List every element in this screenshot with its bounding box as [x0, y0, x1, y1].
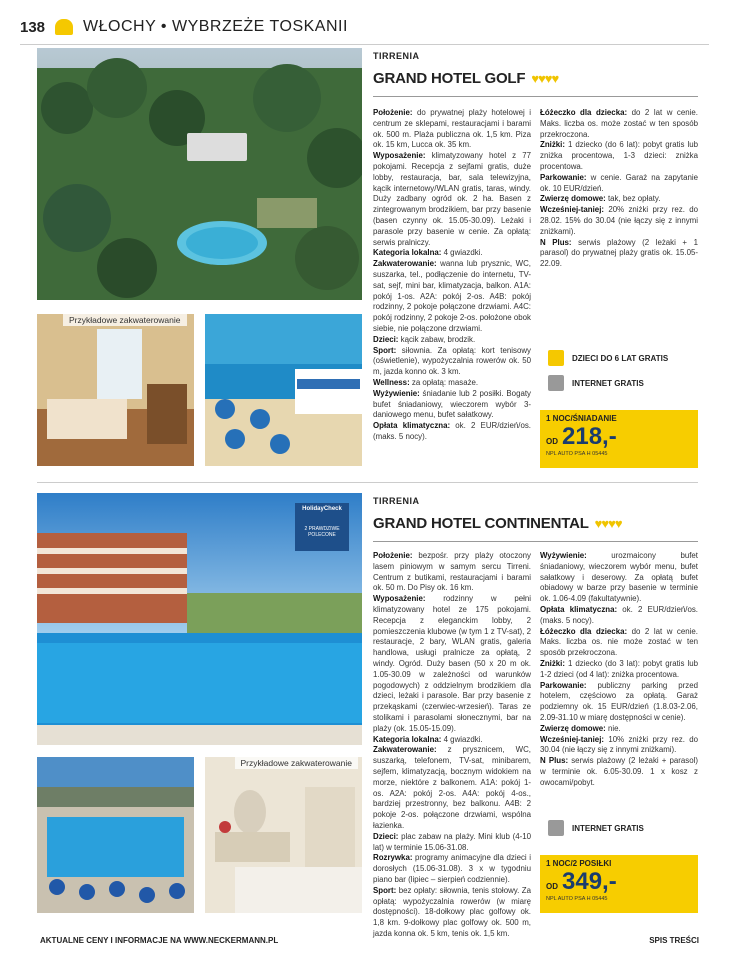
- hotel2-col2-paragraph: [540, 627, 698, 659]
- hotel2-price-amount: 349,-: [562, 868, 617, 895]
- hotel2-col1-label: Dzieci:: [373, 831, 399, 841]
- hotel2-col1-text: bez opłaty: siłownia, tenis stołowy. Za opłatą: wypożyczalnia rowerów (w miarę dostępności). 18-dołkowy plac golfowy ok. 1,8 km. 9-dołkowy plac golfowy ok. 500 m, jazda konna ok. 5 km, tenis ok. 1,5 km.: [373, 885, 531, 938]
- hotel1-col2-label: N Plus:: [540, 237, 572, 247]
- hotel1-col1-paragraph: [373, 151, 531, 248]
- hotel1-col1-label: Sport:: [373, 345, 397, 355]
- hotel2-badge-internet: [548, 820, 644, 836]
- hotel1-col1-paragraph: [373, 108, 531, 151]
- hotel1-badge-internet-label: INTERNET GRATIS: [572, 378, 644, 388]
- hotel2-col2-paragraph: [540, 756, 698, 788]
- page-header: [20, 14, 348, 40]
- hotel2-col2-label: Wyżywienie:: [540, 551, 587, 560]
- hotel1-beach-photo: [205, 314, 362, 466]
- hotel2-col2-label: Opłata klimatyczna:: [540, 604, 618, 614]
- hotel1-col2-paragraph: [540, 140, 698, 172]
- hotel1-col2-paragraph: [540, 108, 698, 140]
- hotel1-price-amount: 218,-: [562, 423, 617, 450]
- footer-toc-link[interactable]: SPIS TREŚCI: [649, 936, 699, 945]
- hotel2-col1-text: z prysznicem, WC, suszarką, telefonem, TV-sat, minibarem, sejfem, klimatyzacją, bocznym widokiem na morze, niektóre z balkonem. A1A: pokój 1-os. A2A: pokój 2-os. A4A: pokój 4-os., bardziej przestronny, bez balkonu. A4B: 2 pokoje 2-os. połączone drzwiami, wspólna łazienka.: [373, 745, 531, 830]
- hotel2-col2-text: publiczny parking przed hotelem, częściowo za opłatą. Garaż podziemny ok. 15 EUR/dzień (1.8.03-2.06, 2.09-31.10 w miarę dostępności w cenie).: [540, 680, 698, 722]
- hotel1-col1-text: do prywatnej plaży hotelowej i centrum ze sklepami, restauracjami i barami ok. 500 m. Plaża publiczna ok. 1,5 km. Piza ok. 15 km, Lucca ok. 35 km.: [373, 108, 531, 150]
- hotel2-col1-label: Zakwaterowanie:: [373, 745, 437, 755]
- hotel2-col1-label: Kategoria lokalna:: [373, 734, 442, 744]
- hotel2-col2-text: nie.: [605, 723, 621, 733]
- page-footer: [40, 936, 699, 945]
- hotel1-col1-text: siłownia. Za opłatą: kort tenisowy (oświetlenie), wypożyczalnia rowerów ok. 50 m, jazda konno ok. 3 km.: [373, 345, 531, 377]
- hotel1-main-photo: [37, 48, 362, 300]
- internet-icon: [548, 375, 564, 391]
- hotel1-col2-label: Zniżki:: [540, 140, 565, 150]
- hotel1-divider: [373, 96, 698, 97]
- hotel2-col1-text: 4 gwiazdki.: [441, 734, 483, 744]
- hotel2-col2-paragraph: [540, 659, 698, 681]
- hotel1-price-note: NPL AUTO PSA H 05445: [546, 451, 608, 457]
- hotel2-col2-paragraph: [540, 681, 698, 724]
- hotel2-room-photo: [205, 757, 362, 913]
- hotel1-col2-text: 20% zniżki przy rez. do 28.02. 15% do 30.04 (nie łączy się z innymi zniżkami).: [540, 205, 698, 236]
- hotel1-col1-text: za opłatą: masaże.: [409, 377, 479, 387]
- hotel2-col1-label: Sport:: [373, 885, 397, 895]
- hotel1-col1-text: śniadanie lub 2 posiłki. Bogaty bufet śniadaniowy, wieczorem wybór 3-daniowego menu, bufet sałatkowy.: [373, 388, 531, 420]
- hotel2-col2-label: Łóżeczko dla dziecka:: [540, 626, 628, 636]
- hotel1-col2-text: w cenie. Garaż na zapytanie ok. 10 EUR/dzień.: [540, 172, 698, 193]
- hotel1-badge-kids-label: DZIECI DO 6 LAT GRATIS: [572, 353, 669, 363]
- hotel2-col2-paragraph: [540, 735, 698, 757]
- hotel1-col1-label: Kategoria lokalna:: [373, 248, 442, 258]
- hotel2-name-text: GRAND HOTEL CONTINENTAL: [373, 515, 589, 532]
- hotel2-col2-text: 10% zniżki przy rez. do 30.04 (nie łączy się z innymi zniżkami).: [540, 734, 698, 755]
- hotel2-col2-paragraph: [540, 605, 698, 627]
- hotel2-col1-paragraph: [373, 853, 531, 885]
- hotel1-badge-internet: [548, 375, 644, 391]
- hotel1-col2-label: Parkowanie:: [540, 172, 587, 182]
- hotel1-col1-text: klimatyzowany hotel z 77 pokojami. Recepcja z sejfami gratis, duże lobby, restauracja, bar, sala telewizyjna, kącik internetowy/WLAN gratis, taras, windy. Duży zadbany ogród ok. 2 ha. Basen z zintegrowanym brodzikiem, bar przy basenie (basen czynny ok. 15.05-30.09). Leżaki i parasole przy basenie w cenie. Za opłatą: serwis pralniczy.: [373, 151, 531, 247]
- hotel2-col1-text: bezpośr. przy plaży otoczony lasem piniowym w samym sercu Tirreni. Centrum z butikami, restauracjami i barami ok. 50 m. Do Pisy ok. 16 km.: [373, 551, 531, 593]
- section-divider: [37, 482, 698, 483]
- hotel2-price-title: 1 NOC/2 POSIŁKI: [546, 859, 612, 868]
- hotel1-col2-paragraph: [540, 238, 698, 270]
- hotel2-col2-label: Zniżki:: [540, 658, 565, 668]
- hotel2-photo-caption: Przykładowe zakwaterowanie: [235, 757, 359, 769]
- hotel1-col1-label: Zakwaterowanie:: [373, 259, 437, 269]
- hotel2-description-col2: [540, 551, 698, 789]
- hotel2-region: TIRRENIA: [373, 496, 420, 506]
- holidaycheck-subtitle: 2 PRAWDZIWE POLECONE: [304, 526, 340, 538]
- hotel2-col2-paragraph: [540, 551, 698, 605]
- hotel2-rating-hearts-icon: ♥♥♥♥: [594, 516, 622, 531]
- hotel2-col2-text: serwis plażowy (2 leżaki + parasol) w terminie ok. 6.05-30.09. 1 x kosz z owocami/pobyt.: [540, 756, 698, 787]
- hotel1-col1-label: Dzieci:: [373, 334, 399, 344]
- hotel2-col1-paragraph: [373, 886, 531, 940]
- hotel2-col1-text: rodzinny w pełni klimatyzowany hotel ze 175 pokojami. Recepcja z eleganckim lobby, 2 pomieszczenia klubowe (w tym 1 z TV-sat), 2 restauracje, 2 bary, WLAN gratis, galeria handlowa, usługi pralnicze za opłatą, 2 windy. Ogród. Duży basen (50 x 20 m ok. 1.05-30.09 w zależności od warunków pogodowych) z oddzielnym brodzikiem dla dzieci, leżaki i parasole. Bar przy basenie z przekąskami (czerwiec-wrzesień). Taras ze stolikami i parasolami słonecznymi, bar na plaży (ok. 15.05-15.09).: [373, 594, 531, 733]
- hotel2-name: [373, 515, 622, 532]
- hotel1-name-text: GRAND HOTEL GOLF: [373, 70, 526, 87]
- hotel1-price-title: 1 NOC/ŚNIADANIE: [546, 414, 617, 423]
- hotel2-col1-paragraph: [373, 551, 531, 594]
- hotel1-col1-label: Opłata klimatyczna:: [373, 421, 451, 431]
- hotel2-col1-paragraph: [373, 832, 531, 854]
- hotel2-col2-text: do 2 lat w cenie. Maks. liczba os. nie może zostać w ten sposób przekroczona.: [540, 626, 698, 658]
- hotel1-col2-paragraph: [540, 205, 698, 237]
- hotel2-col1-paragraph: [373, 745, 531, 831]
- hotel2-price-note: NPL AUTO PSA H 05445: [546, 896, 608, 902]
- hotel1-col1-paragraph: [373, 421, 531, 443]
- hotel1-region: TIRRENIA: [373, 51, 420, 61]
- hotel2-col2-text: 1 dziecko (do 3 lat): pobyt gratis lub 1-2 dzieci (od 4 lat): zniżka procentowa.: [540, 658, 698, 679]
- hotel2-col1-paragraph: [373, 594, 531, 734]
- hotel2-col1-label: Rozrywka:: [373, 853, 413, 863]
- footer-website-link[interactable]: AKTUALNE CENY I INFORMACJE NA WWW.NECKERMANN.PL: [40, 936, 279, 945]
- hotel2-col1-label: Położenie:: [373, 551, 413, 560]
- hotel1-col1-text: wanna lub prysznic, WC, suszarka, tel., podłączenie do internetu, TV-sat, sejf, mini bar, klimatyzacja, balkon. A1A: pokój 1-os. A2A: pokój 2-os. A4B: pokój rodzinny, 2 pokoje połączone drzwiami. A4C: pokój rodzinny, 2 pokoje 2-os. położone obok siebie, nie połączone drzwiami.: [373, 259, 531, 333]
- internet-icon: [548, 820, 564, 836]
- hotel1-col1-text: ok. 2 EUR/dzień/os. (maks. 5 nocy).: [373, 421, 531, 441]
- hotel2-col1-paragraph: [373, 735, 531, 746]
- hotel1-col1-paragraph: [373, 346, 531, 378]
- hotel1-col1-label: Wellness:: [373, 377, 410, 387]
- holidaycheck-badge: [295, 503, 349, 551]
- hotel1-name: [373, 70, 558, 87]
- hotel1-col2-label: Łóżeczko dla dziecka:: [540, 108, 628, 117]
- hotel1-price-box[interactable]: [540, 410, 698, 468]
- hotel1-col1-paragraph: [373, 378, 531, 389]
- hotel1-col1-text: 4 gwiazdki.: [441, 248, 483, 258]
- hotel1-col2-label: Wcześniej-taniej:: [540, 205, 605, 215]
- hotel1-col2-text: serwis plażowy (2 leżaki + 1 parasol) do prywatnej plaży gratis ok. 15.05-22.09.: [540, 237, 698, 269]
- hotel2-divider: [373, 541, 698, 542]
- hotel1-col2-paragraph: [540, 194, 698, 205]
- hotel2-price-od: OD: [546, 882, 558, 891]
- hotel1-col1-paragraph: [373, 259, 531, 335]
- page-title: WŁOCHY • WYBRZEŻE TOSKANII: [83, 18, 348, 35]
- hotel2-col1-text: plac zabaw na plaży. Mini klub (4-10 lat) w terminie 15.06-31.08.: [373, 831, 531, 852]
- hotel1-col1-label: Wyposażenie:: [373, 151, 426, 161]
- hotel2-col2-text: urozmaicony bufet śniadaniowy, wieczorem wybór menu, bufet sałatkowy i deserowy. Za opłatą bufet obiadowy w barze przy basenie w terminie ok. 1.06-4.09 (fakultatywnie).: [540, 551, 698, 604]
- hotel2-col2-label: Zwierzę domowe:: [540, 723, 606, 733]
- hotel2-description-col1: [373, 551, 531, 940]
- hotel1-description-col2: [540, 108, 698, 270]
- hotel1-col2-text: do 2 lat w cenie. Maks. liczba os. może zostać w ten sposób przekroczona.: [540, 108, 698, 139]
- hotel1-col2-label: Zwierzę domowe:: [540, 194, 606, 204]
- hotel1-badge-kids: [548, 350, 668, 366]
- hotel2-pool-photo: [37, 757, 194, 913]
- hotel2-col2-label: Parkowanie:: [540, 680, 587, 690]
- header-divider: [20, 44, 709, 45]
- hotel1-col2-text: tak, bez opłaty.: [605, 194, 661, 204]
- hotel2-col2-label: Wcześniej-taniej:: [540, 734, 605, 744]
- hotel2-col2-label: N Plus:: [540, 756, 569, 766]
- hotel1-col1-paragraph: [373, 248, 531, 259]
- hotel1-col1-paragraph: [373, 389, 531, 421]
- hotel2-badge-internet-label: INTERNET GRATIS: [572, 823, 644, 833]
- hotel2-price-box[interactable]: [540, 855, 698, 913]
- hotel1-photo-caption: Przykładowe zakwaterowanie: [63, 314, 187, 326]
- hotel2-main-photo: [37, 493, 362, 745]
- hotel1-col2-paragraph: [540, 173, 698, 195]
- hotel2-col2-text: ok. 2 EUR/dzień/os. (maks. 5 nocy).: [540, 604, 698, 625]
- page-number: 138: [20, 18, 46, 36]
- hotel1-description-col1: [373, 108, 531, 443]
- hotel2-col2-paragraph: [540, 724, 698, 735]
- hotel1-col1-label: Wyżywienie:: [373, 388, 420, 398]
- hotel1-col1-text: kącik zabaw, brodzik.: [398, 334, 476, 344]
- hotel1-col1-paragraph: [373, 335, 531, 346]
- hotel1-price-od: OD: [546, 437, 558, 446]
- kids-free-icon: [548, 350, 564, 366]
- hotel1-col1-label: Położenie:: [373, 108, 413, 117]
- hotel1-room-photo: [37, 314, 194, 466]
- hotel1-col2-text: 1 dziecko (do 6 lat): pobyt gratis lub zniżka procentowa, 1-3 dzieci: zniżka procentowa.: [540, 140, 698, 171]
- hotel2-col1-label: Wyposażenie:: [373, 594, 426, 604]
- heart-icon: [55, 19, 73, 35]
- hotel1-rating-hearts-icon: ♥♥♥♥: [531, 71, 559, 86]
- holidaycheck-logo: HolidayCheck: [302, 506, 342, 512]
- hotel2-col1-text: programy animacyjne dla dzieci i dorosłych (15.06-31.08). 3 x w tygodniu piano bar (lipiec – sierpień codziennie).: [373, 853, 531, 884]
